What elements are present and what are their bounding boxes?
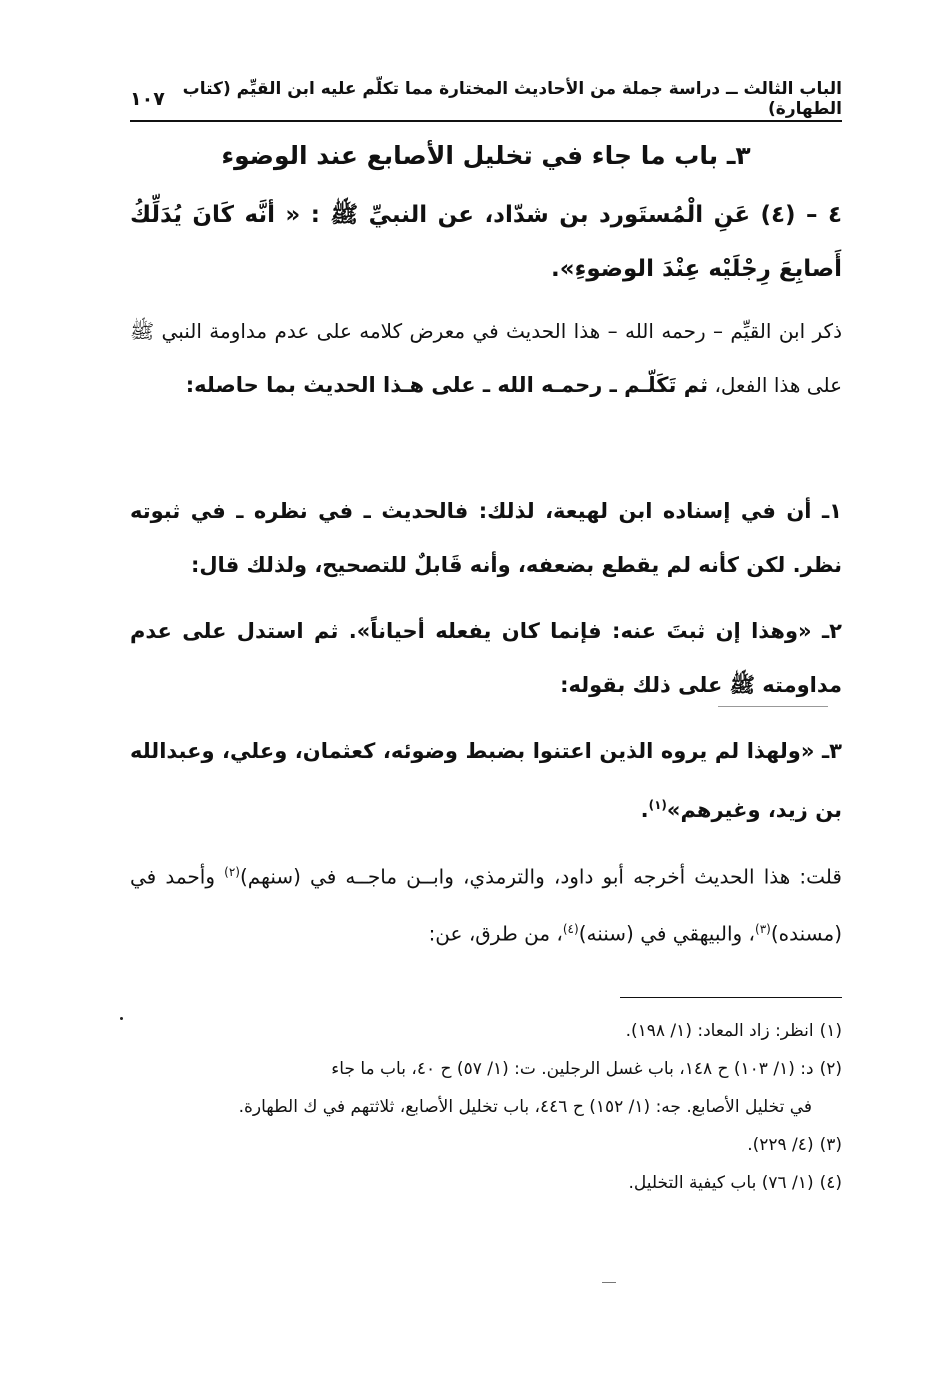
footnote-2 — [130, 1050, 842, 1126]
hadith-text: ٤ – (٤) عَنِ الْمُستَورد بن شدّاد، عن النبيِّ ﷺ : « أنَّه كَانَ يُدَلِّكُ أَصابِعَ رِجْلَيْه عِنْدَ الوضوءِ». — [130, 202, 842, 282]
point-1: ١ـ أن في إسناده ابن لهيعة، لذلك: فالحديث ـ في نظره ـ في ثبوته نظر. لكن كأنه لم يقطع بضعفه، وأنه قَابلٌ للتصحيح، ولذلك قال: — [130, 499, 842, 577]
section-title: ٣ـ باب ما جاء في تخليل الأصابع عند الوضوء — [221, 141, 751, 170]
stray-mark — [120, 1017, 123, 1020]
footnote-text: د: (١/ ١٠٣) ح ١٤٨، باب غسل الرجلين. ت: (١/ ٥٧) ح ٤٠، باب ما جاء — [331, 1059, 814, 1079]
footnote-marker: (١) — [819, 1021, 842, 1041]
footnote-ref-1[interactable]: (١) — [648, 798, 667, 812]
faint-underline — [718, 706, 828, 707]
qult-part-3: ، والبيهقي في (سننه) — [578, 921, 755, 946]
footnote-marker: (٣) — [819, 1135, 842, 1155]
point-3-text: ٣ـ «ولهذا لم يروه الذين اعتنوا بضبط وضوئه، كعثمان، وعلي، وعبدالله بن زيد، وغيرهم» — [130, 739, 842, 822]
qult-paragraph — [130, 846, 842, 959]
footnote-continuation: في تخليل الأصابع. جه: (١/ ١٥٢) ح ٤٤٦، باب تخليل الأصابع، ثلاثتهم في ك الطهارة. — [238, 1097, 812, 1117]
footnote-text: (١/ ٧٦) باب كيفية التخليل. — [628, 1173, 814, 1193]
point-2: ٢ـ «وهذا إن ثبتَ عنه: فإنما كان يفعله أحياناً». ثم استدل على عدم مداومته ﷺ على ذلك بقوله: — [130, 619, 842, 697]
footnote-marker: (٢) — [819, 1059, 842, 1079]
point-3 — [130, 724, 842, 837]
scan-artifact — [602, 1282, 616, 1283]
running-title: الباب الثالث ــ دراسة جملة من الأحاديث المختارة مما تكلّم عليه ابن القيِّم (كتاب الطهارة) — [182, 79, 842, 119]
intro-text: ذكر ابن القيِّم – رحمه الله – هذا الحديث في معرض كلامه على عدم مداومة النبي ﷺ على هذا الفعل، — [130, 319, 842, 397]
qult-part-1: قلت: هذا الحديث أخرجه أبو داود، والترمذي، وابــن ماجــه في (سنهم) — [239, 864, 842, 889]
qult-part-4: ، من طرق، عن: — [428, 921, 563, 946]
footnote-3 — [130, 1126, 842, 1164]
footnote-ref-4[interactable]: (٤) — [562, 921, 579, 936]
point-3-end: . — [640, 798, 649, 822]
header-rule — [130, 120, 842, 122]
footnote-4 — [130, 1164, 842, 1202]
footnotes-list — [130, 1012, 842, 1202]
footnote-text: (٤/ ٢٢٩). — [747, 1135, 814, 1155]
footnote-separator — [620, 997, 842, 998]
running-header — [130, 79, 842, 119]
footnote-1 — [130, 1012, 842, 1050]
footnote-ref-2[interactable]: (٢) — [224, 865, 240, 879]
page-number: ١٠٧ — [130, 88, 165, 110]
footnote-marker: (٤) — [819, 1173, 842, 1193]
footnote-ref-3[interactable]: (٣) — [755, 921, 771, 936]
qult-part-2: وأحمد في (مسنده) — [130, 864, 842, 946]
intro-bold-tail: ثم تَكَلّـم ـ رحمـه الله ـ على هـذا الحديث بما حاصله: — [185, 373, 709, 397]
intro-paragraph — [130, 304, 842, 412]
footnote-text: انظر: زاد المعاد: (١/ ١٩٨). — [625, 1021, 814, 1041]
